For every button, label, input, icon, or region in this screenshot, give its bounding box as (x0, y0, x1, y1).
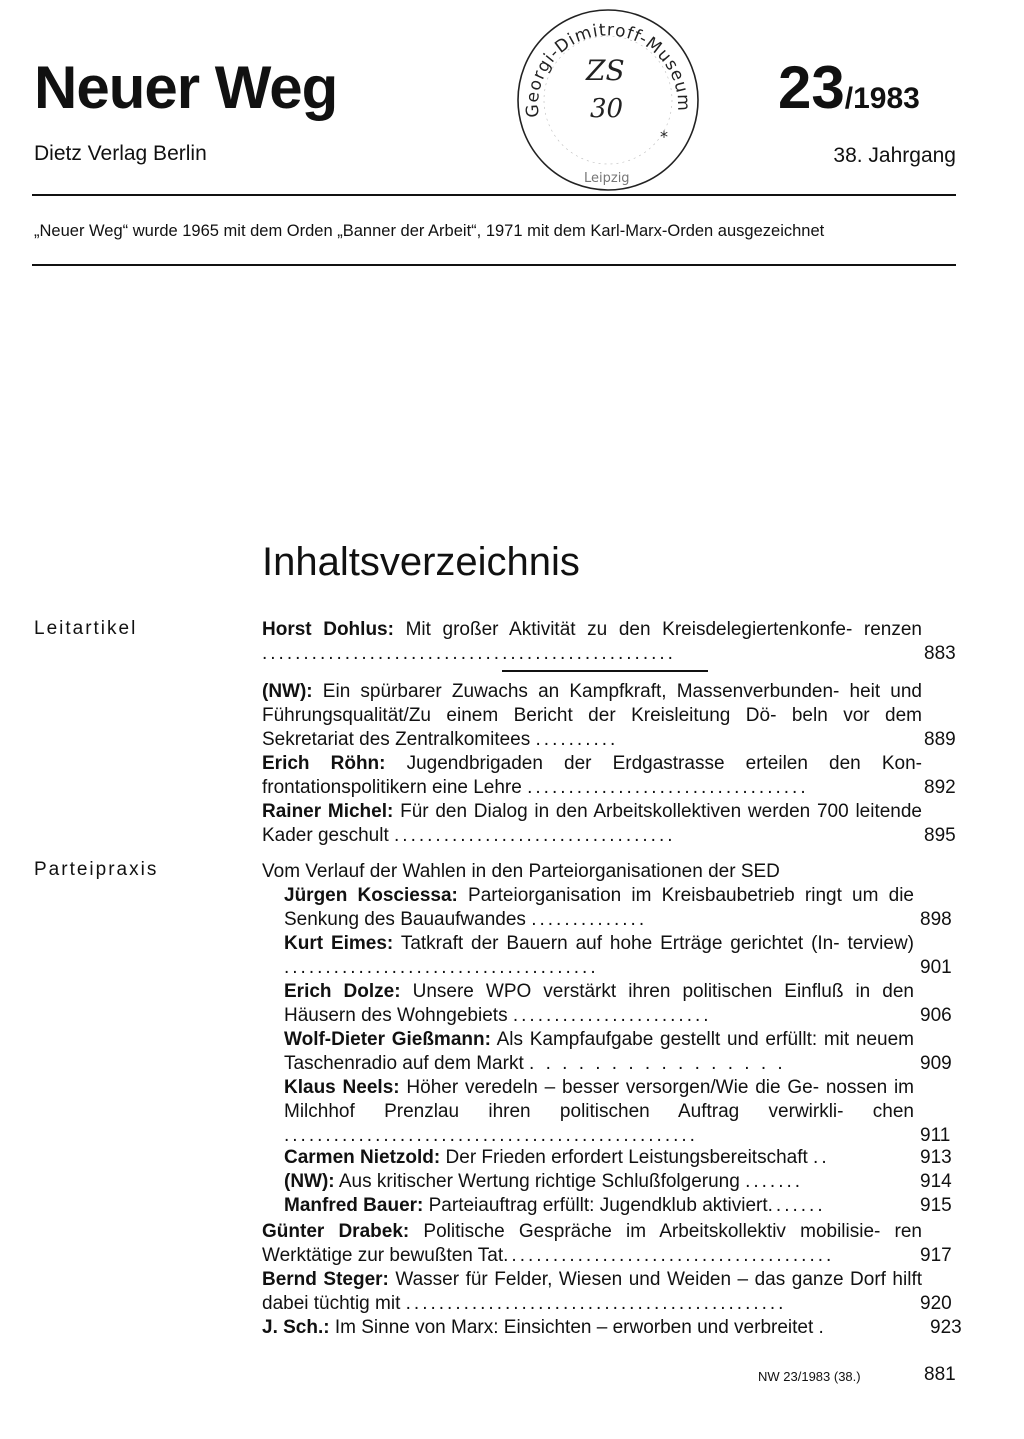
toc-entry: Wolf-Dieter Gießmann: Als Kampfaufgabe gestellt und erfüllt: mit neuem Taschenradio auf dem Markt . . . . . . . . . . . . . . . . 909 (284, 1029, 952, 1074)
entry-author: Bernd Steger: (262, 1269, 389, 1290)
svg-text:Leipzig: Leipzig (584, 171, 630, 186)
entry-title: Jugendbrigaden der Erdgastrasse erteilen den Kon- frontationspolitikern eine Lehre (262, 753, 922, 798)
entry-page: 923 (930, 1317, 962, 1338)
footer-reference: NW 23/1983 (38.) (758, 1369, 861, 1384)
toc-entry: Erich Röhn: Jugendbrigaden der Erdgastrasse erteilen den Kon- frontationspolitikern eine Lehre .................................. 892 (262, 753, 956, 798)
entry-title: Höher veredeln – besser versorgen/Wie die Ge- nossen im Milchhof Prenzlau ihren politischen Auftrag verwirkli- chen (284, 1077, 914, 1122)
entry-title: Unsere WPO verstärkt ihren politischen Einfluß in den Häusern des Wohngebiets (284, 981, 914, 1026)
masthead-title: Neuer Weg (34, 54, 338, 121)
toc-entry: Carmen Nietzold: Der Frieden erfordert Leistungsbereitschaft .. 913 (284, 1147, 952, 1168)
section-label-parteipraxis: Parteipraxis (34, 859, 159, 880)
entry-page: 911 (920, 1125, 951, 1146)
toc-entry: (NW): Ein spürbarer Zuwachs an Kampfkraft, Massenverbunden- heit und Führungsqualität/Zu einem Bericht der Kreisleitung Dö- beln vor dem Sekretariat des Zentralkomitees .......... 889 (262, 681, 956, 750)
toc-entry: Manfred Bauer: Parteiauftrag erfüllt: Jugendklub aktiviert....... 915 (284, 1195, 952, 1216)
stamp-handwriting-bottom: 30 (590, 94, 624, 124)
entry-page: 895 (924, 825, 956, 846)
toc-entry: J. Sch.: Im Sinne von Marx: Einsichten – erworben und verbreitet . 923 (262, 1317, 962, 1338)
header-rule-top (32, 194, 956, 196)
entry-title: Aus kritischer Wertung richtige Schlußfolgerung (334, 1171, 740, 1192)
entry-author: Jürgen Kosciessa: (284, 885, 458, 906)
entry-page: 920 (920, 1293, 952, 1314)
entry-page: 892 (924, 777, 956, 798)
entry-author: (NW): (262, 681, 313, 702)
publisher: Dietz Verlag Berlin (34, 142, 207, 165)
toc-heading: Inhaltsverzeichnis (262, 540, 580, 584)
entry-title: Tatkraft der Bauern auf hohe Erträge gerichtet (In- terview) (393, 933, 914, 954)
toc-entry: Horst Dohlus: Mit großer Aktivität zu den Kreisdelegiertenkonfe- renzen .................................................. 883 (262, 619, 956, 664)
section-label-leitartikel: Leitartikel (34, 618, 138, 639)
entry-title: Als Kampfaufgabe gestellt und erfüllt: mit neuem Taschenradio auf dem Markt (284, 1029, 914, 1074)
entry-page: 914 (920, 1171, 952, 1192)
entry-author: Erich Dolze: (284, 981, 401, 1002)
entry-page: 906 (920, 1005, 952, 1026)
entry-title: Für den Dialog in den Arbeitskollektiven werden 700 leitende Kader geschult (262, 801, 922, 846)
entry-author: Wolf-Dieter Gießmann: (284, 1029, 491, 1050)
entry-author: Klaus Neels: (284, 1077, 400, 1098)
toc-entry-heading (262, 860, 922, 884)
entry-page: 915 (920, 1195, 952, 1216)
toc-entry: (NW): Aus kritischer Wertung richtige Schlußfolgerung ....... 914 (284, 1171, 952, 1192)
entry-author: Manfred Bauer: (284, 1195, 424, 1216)
toc-entry: Rainer Michel: Für den Dialog in den Arbeitskollektiven werden 700 leitende Kader geschult .................................. 895 (262, 801, 956, 846)
entry-page: 883 (924, 643, 956, 664)
toc-separator (502, 670, 708, 672)
toc-entry: Günter Drabek: Politische Gespräche im Arbeitskollektiv mobilisie- ren Werktätige zur bewußten Tat........................................ 917 (262, 1221, 952, 1266)
entry-page: 889 (924, 729, 956, 750)
entry-page: 913 (920, 1147, 952, 1168)
entry-page: 901 (920, 957, 952, 978)
entry-title: Vom Verlauf der Wahlen in den Parteiorganisationen der SED (262, 861, 780, 882)
toc-entry: Jürgen Kosciessa: Parteiorganisation im Kreisbaubetrieb ringt um die Senkung des Bauaufwandes .............. 898 (284, 885, 952, 930)
svg-text:Georgi-Dimitroff-Museum: Georgi-Dimitroff-Museum (522, 20, 694, 119)
entry-page: 898 (920, 909, 952, 930)
entry-title: Parteiauftrag erfüllt: Jugendklub aktiviert (423, 1195, 768, 1216)
footer-page-number: 881 (924, 1364, 956, 1385)
entry-title: Mit großer Aktivität zu den Kreisdelegiertenkonfe- renzen (393, 619, 923, 640)
svg-text:*: * (660, 127, 668, 146)
toc-entry: Bernd Steger: Wasser für Felder, Wiesen und Weiden – das ganze Dorf hilft dabei tüchtig mit .............................................. 920 (262, 1269, 952, 1314)
issue-year: /1983 (844, 82, 920, 115)
toc-entry: Klaus Neels: Höher veredeln – besser versorgen/Wie die Ge- nossen im Milchhof Prenzlau ihren politischen Auftrag verwirkli- chen .................................................. 911 (284, 1077, 951, 1146)
entry-title: Der Frieden erfordert Leistungsbereitschaft (440, 1147, 808, 1168)
entry-author: Carmen Nietzold: (284, 1147, 441, 1168)
entry-title: Parteiorganisation im Kreisbaubetrieb ringt um die Senkung des Bauaufwandes (284, 885, 914, 930)
entry-page: 909 (920, 1053, 952, 1074)
header-rule-bottom (32, 264, 956, 266)
entry-page: 917 (920, 1245, 952, 1266)
entry-author: J. Sch.: (262, 1317, 330, 1338)
entry-title: Ein spürbarer Zuwachs an Kampfkraft, Massenverbunden- heit und Führungsqualität/Zu einem Bericht der Kreisleitung Dö- beln vor dem Sekretariat des Zentralkomitees (262, 681, 922, 750)
museum-stamp-image (510, 2, 706, 198)
toc-entry: Kurt Eimes: Tatkraft der Bauern auf hohe Erträge gerichtet (In- terview) ...................................... 901 (284, 933, 952, 978)
entry-author: Günter Drabek: (262, 1221, 410, 1242)
issue-main: 23 (778, 54, 845, 121)
award-line: „Neuer Weg“ wurde 1965 mit dem Orden „Banner der Arbeit“, 1971 mit dem Karl-Marx-Orden ausgezeichnet (34, 222, 825, 240)
entry-title: Wasser für Felder, Wiesen und Weiden – das ganze Dorf hilft dabei tüchtig mit (262, 1269, 923, 1314)
issue-number (778, 54, 920, 121)
entry-author: (NW): (284, 1171, 335, 1192)
volume: 38. Jahrgang (833, 144, 956, 167)
entry-author: Horst Dohlus: (262, 619, 394, 640)
entry-title: Politische Gespräche im Arbeitskollektiv mobilisie- ren Werktätige zur bewußten Tat (262, 1221, 922, 1266)
entry-author: Erich Röhn: (262, 753, 386, 774)
entry-author: Rainer Michel: (262, 801, 394, 822)
entry-author: Kurt Eimes: (284, 933, 394, 954)
toc-entry: Erich Dolze: Unsere WPO verstärkt ihren politischen Einfluß in den Häusern des Wohngebiets ........................ 906 (284, 981, 952, 1026)
entry-title: Im Sinne von Marx: Einsichten – erworben und verbreitet (329, 1317, 814, 1338)
stamp-handwriting-top: ZS (586, 54, 625, 87)
